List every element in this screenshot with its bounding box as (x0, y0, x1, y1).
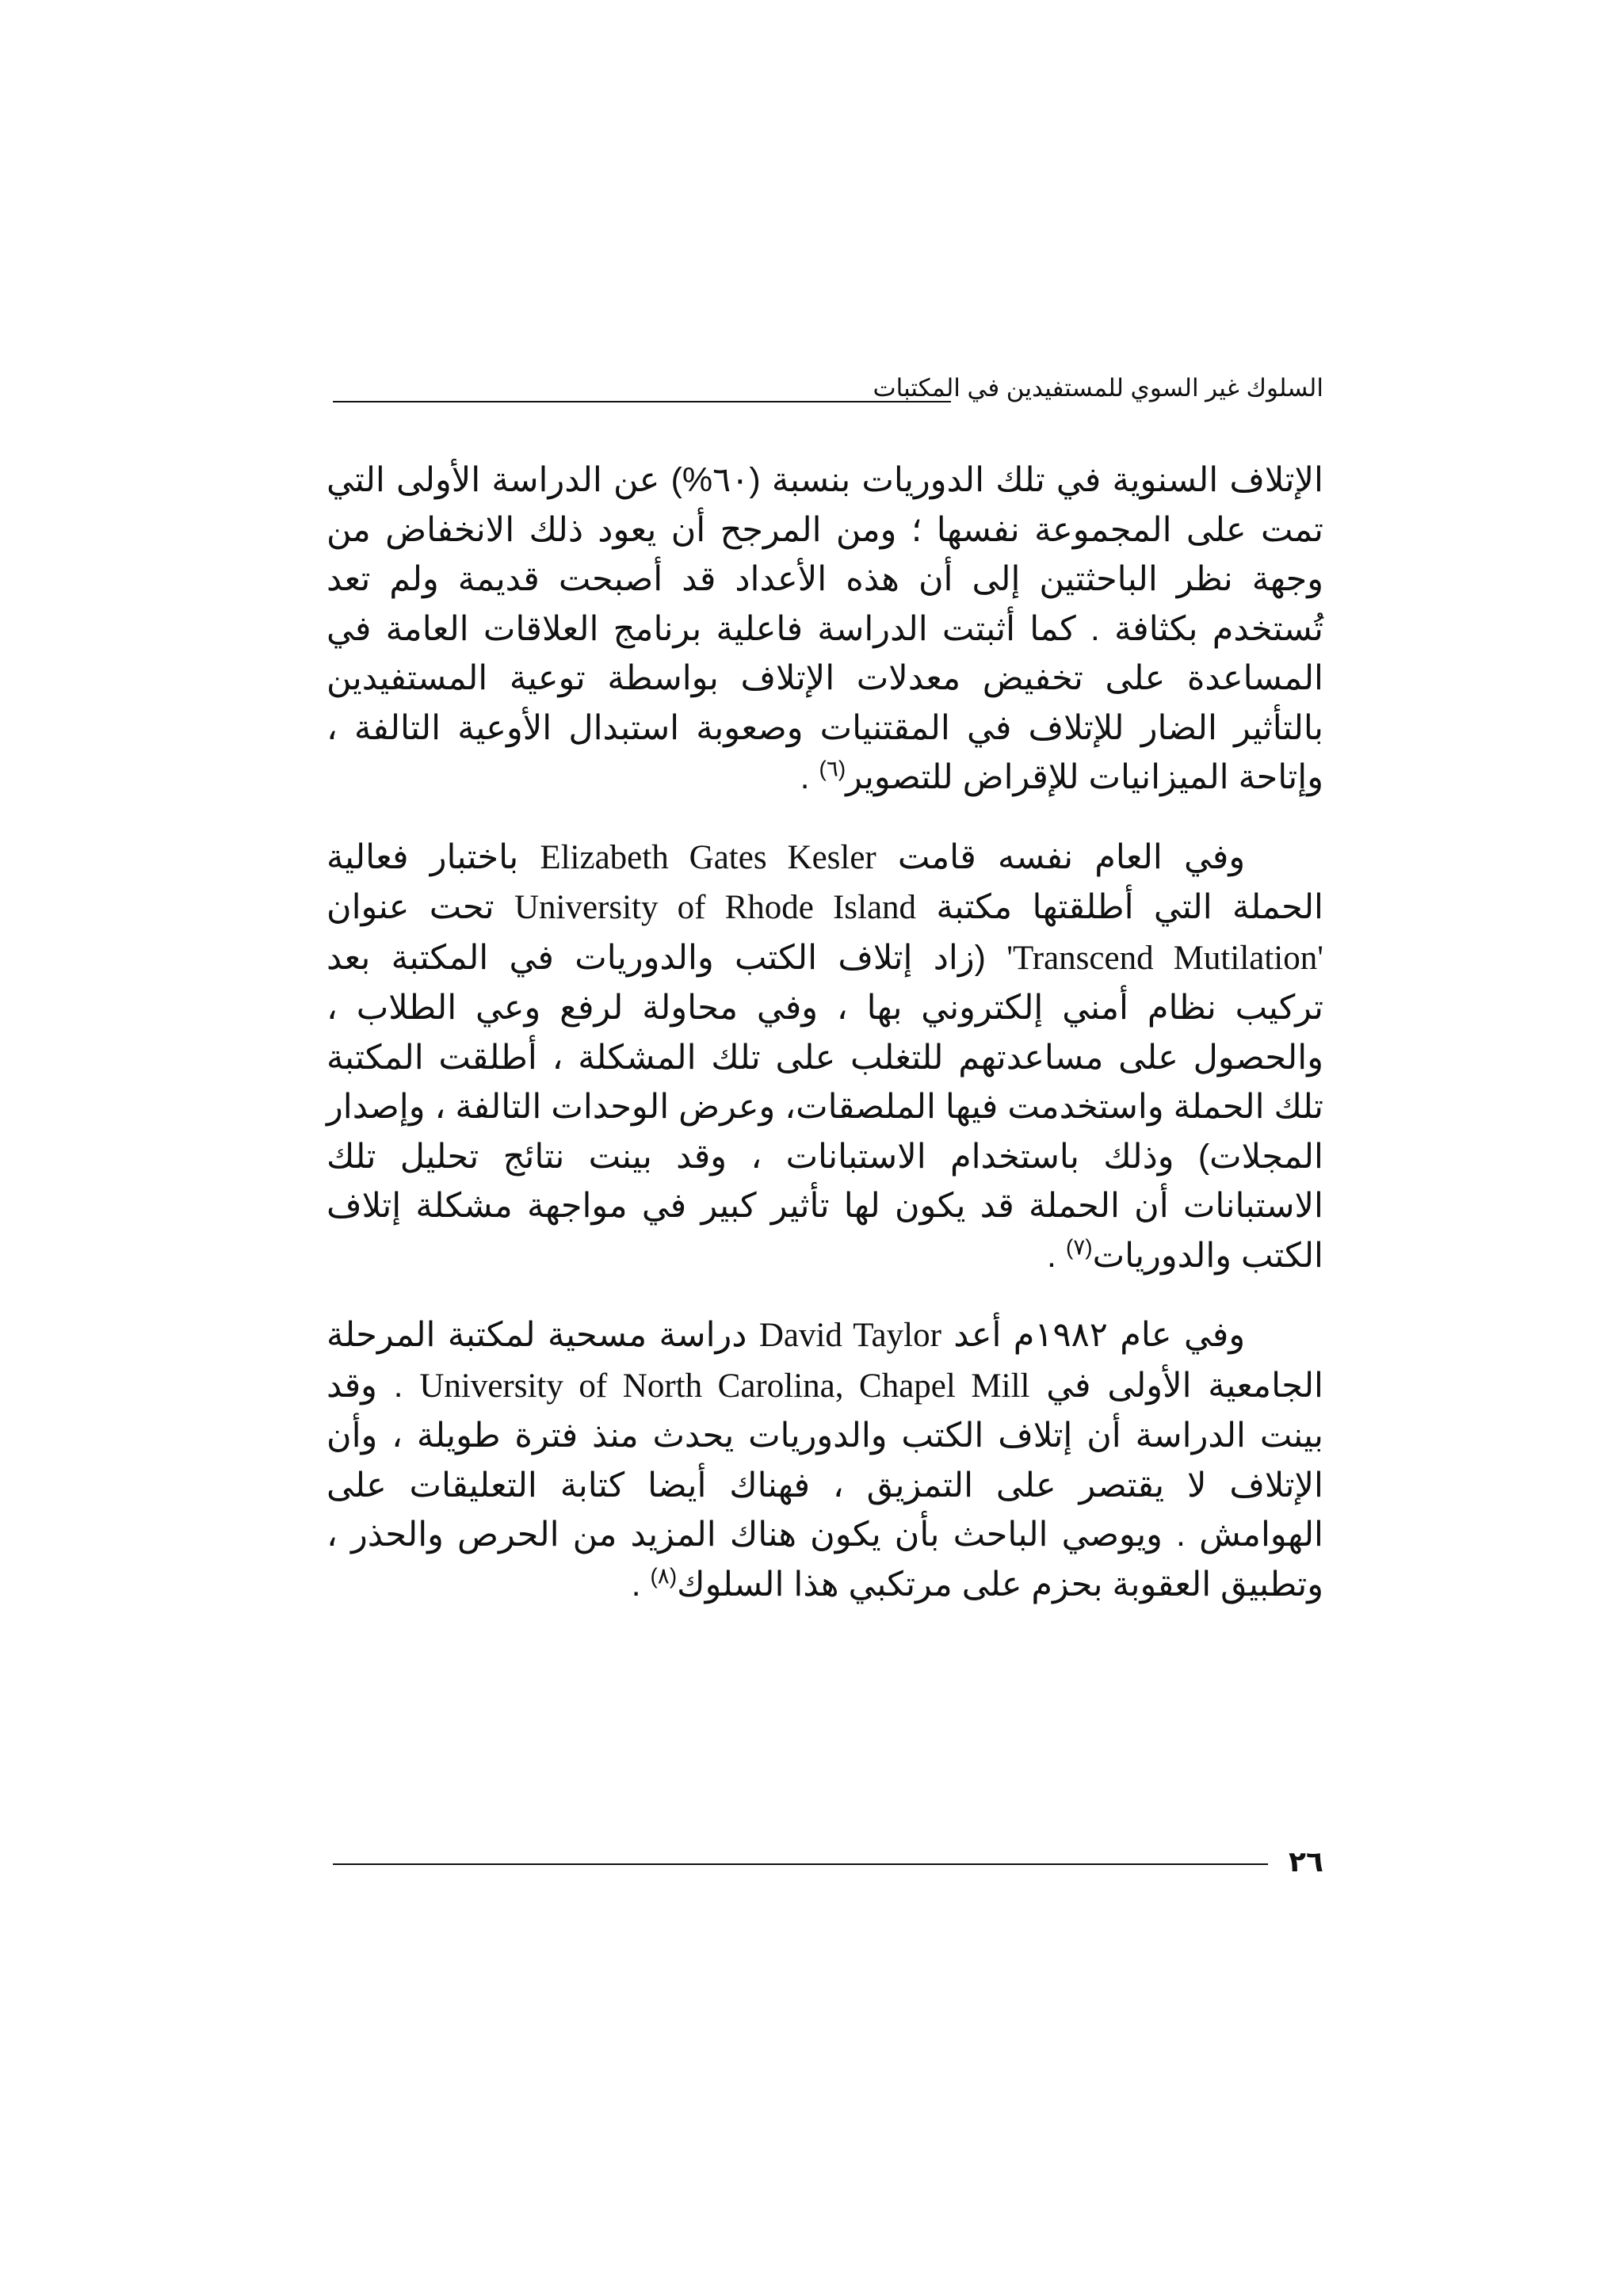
paragraph-3-part-1: وفي عام ١٩٨٢م أعد (941, 1316, 1246, 1354)
running-header (333, 372, 1323, 409)
header-rule (333, 401, 951, 402)
footnote-ref-8[interactable]: (٨) (650, 1563, 678, 1589)
paragraph-2-end: . (1047, 1236, 1066, 1275)
campaign-name: 'Transcend Mutilation' (1006, 939, 1323, 977)
paragraph-1 (327, 456, 1323, 803)
page-number: ٢٦ (1289, 1846, 1323, 1878)
researcher-name-taylor: David Taylor (758, 1317, 941, 1354)
footnote-ref-7[interactable]: (٧) (1065, 1234, 1093, 1260)
paragraph-3-part-3: . وقد بينت الدراسة أن إتلاف الكتب والدوريات يحدث منذ فترة طويلة ، وأن الإتلاف لا يقتصر على التمزيق ، فهناك أيضا كتابة التعليقات على الهوامش . ويوصي الباحث بأن يكون هناك المزيد من الحرص والحذر ، وتطبيق العقوبة بحزم على مرتكبي هذا السلوك (327, 1366, 1323, 1604)
researcher-name-kesler: Elizabeth Gates Kesler (540, 838, 876, 876)
paragraph-2-part-4: (زاد إتلاف الكتب والدوريات في المكتبة بعد تركيب نظام أمني إلكتروني بها ، وفي محاولة لرفع وعي الطلاب ، والحصول على مساعدتهم للتغلب على تلك المشكلة ، أطلقت المكتبة تلك الحملة واستخدمت فيها الملصقات، وعرض الوحدات التالفة ، وإصدار المجلات) وذلك باستخدام الاستبانات ، وقد بينت نتائج تحليل تلك الاستبانات أن الحملة قد يكون لها تأثير كبير في مواجهة مشكلة إتلاف الكتب والدوريات (327, 938, 1323, 1275)
paragraph-1-end: . (800, 758, 819, 796)
paragraph-2 (327, 833, 1323, 1281)
body-text (327, 456, 1323, 1639)
paragraph-3 (327, 1310, 1323, 1609)
university-name-north-carolina: University of North Carolina, Chapel Mill (419, 1367, 1030, 1405)
paragraph-3-end: . (631, 1565, 651, 1604)
paragraph-3-part-2: دراسة مسحية لمكتبة المرحلة الجامعية الأولى في (327, 1316, 1323, 1405)
paragraph-2-part-1: وفي العام نفسه قامت (876, 837, 1246, 876)
paragraph-2-part-2: باختبار فعالية الحملة التي أطلقتها مكتبة (327, 837, 1323, 926)
library-name-rhode-island: University of Rhode Island (514, 889, 917, 926)
paragraph-2-part-3: تحت عنوان (327, 888, 514, 926)
paragraph-1-text: الإتلاف السنوية في تلك الدوريات بنسبة (٦٠%) عن الدراسة الأولى التي تمت على المجموعة نفسها ؛ ومن المرجح أن يعود ذلك الانخفاض من وجهة نظر الباحثتين إلى أن هذه الأعداد قد أصبحت قديمة ولم تعد تُستخدم بكثافة . كما أثبتت الدراسة فاعلية برنامج العلاقات العامة في المساعدة على تخفيض معدلات الإتلاف بواسطة توعية المستفيدين بالتأثير الضار للإتلاف في المقتنيات وصعوبة استبدال الأوعية التالفة ، وإتاحة الميزانيات للإقراض للتصوير (327, 461, 1323, 796)
footer-rule (333, 1863, 1268, 1865)
page-footer (333, 1846, 1323, 1886)
footnote-ref-6[interactable]: (٦) (819, 756, 846, 781)
running-title: السلوك غير السوي للمستفيدين في المكتبات (873, 374, 1323, 402)
